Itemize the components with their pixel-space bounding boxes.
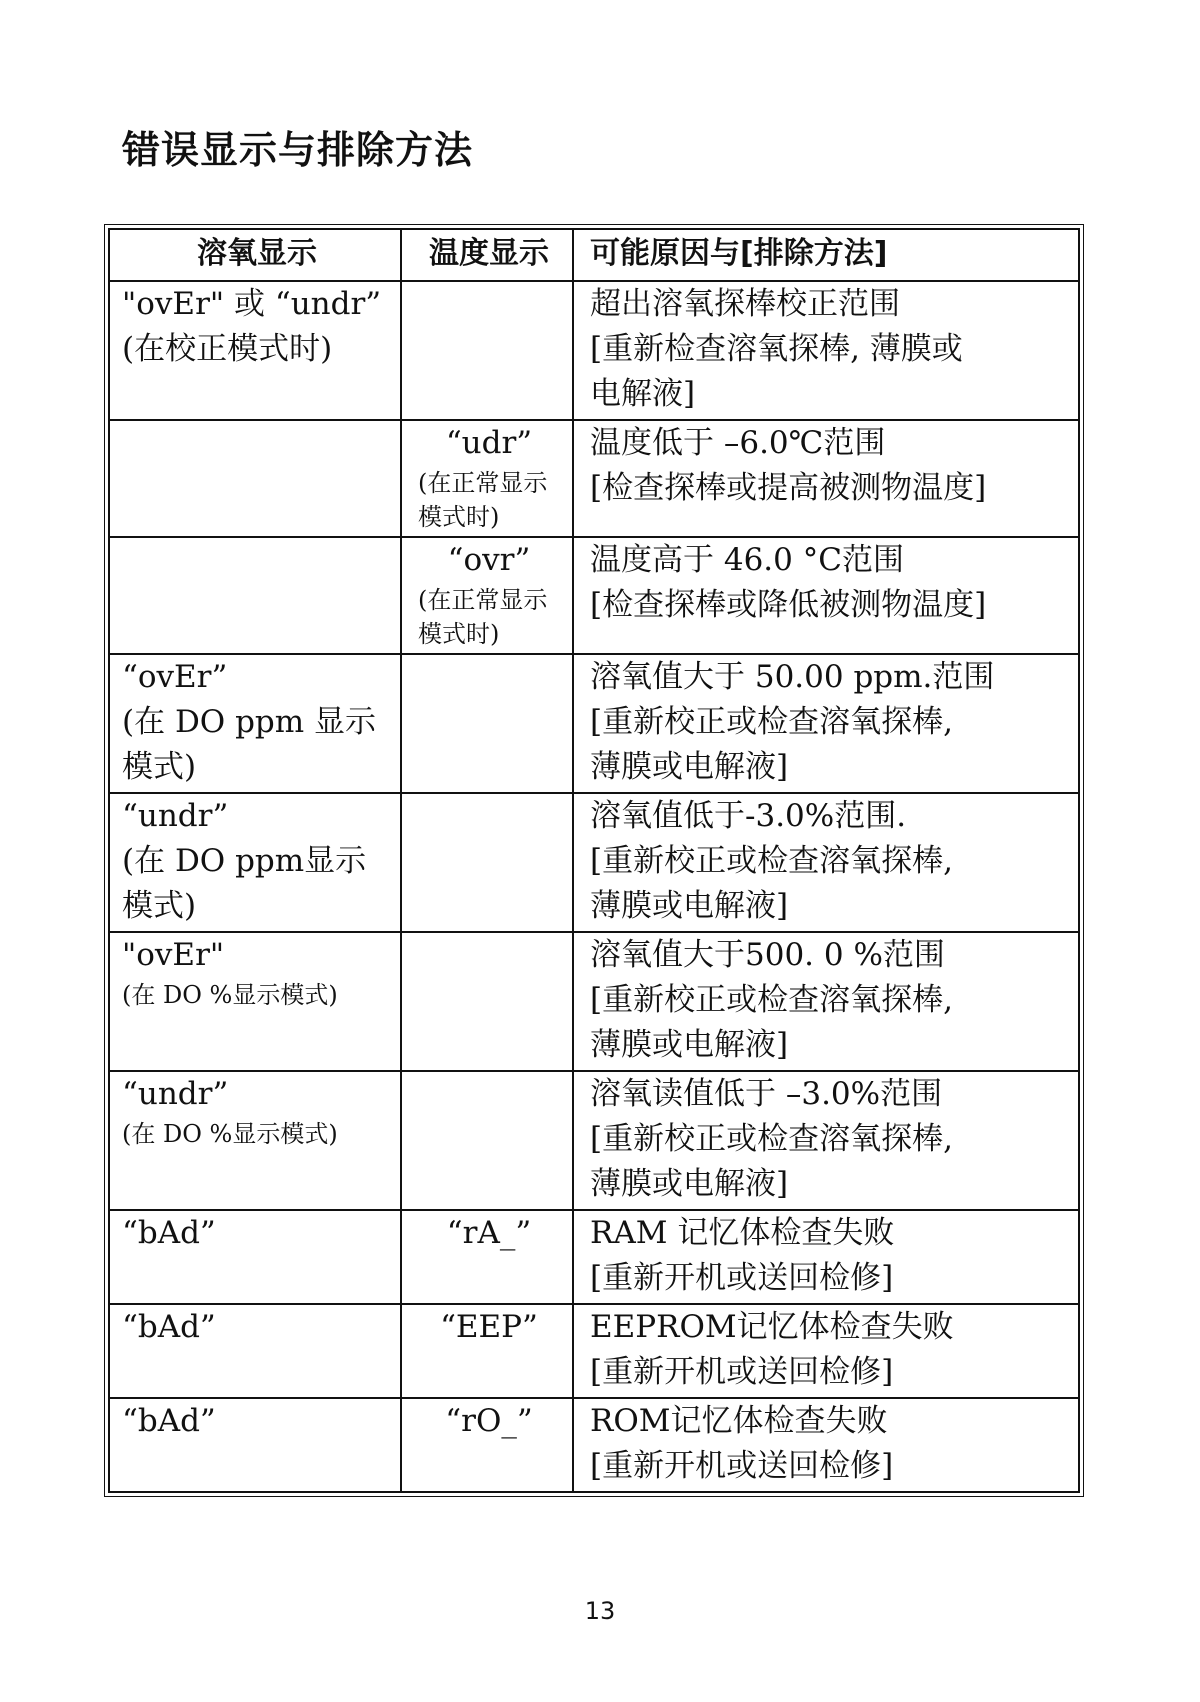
cause-remedy-cell [573,1210,1079,1304]
cause-remedy-cell [573,420,1079,537]
temp-display-cell [401,1071,573,1210]
cause-remedy-cell-line: ROM记忆体检查失败 [590,1403,888,1439]
cause-remedy-cell [573,281,1079,420]
cause-remedy-cell-line: [重新校正或检查溶氧探棒, [590,843,953,879]
cause-remedy-cell-line: 超出溶氧探棒校正范围 [590,286,900,322]
temp-display-cell-line: “rO_” [445,1403,533,1439]
temp-display-cell-line: (在正常显示 [418,469,548,497]
do-display-cell-line: "ovEr" [122,937,225,973]
temp-display-cell [401,281,573,420]
temp-display-cell-line: “rA_” [446,1215,532,1251]
do-display-cell-line: “bAd” [122,1309,216,1345]
do-display-cell [109,537,401,654]
temp-display-cell [401,1210,573,1304]
temp-display-cell [401,793,573,932]
cause-remedy-cell [573,654,1079,793]
temp-display-cell-line: 模式时) [418,620,500,648]
cause-remedy-cell-line: 溶氧值大于500. 0 %范围 [590,937,945,973]
do-display-cell-line: (在 DO ppm显示 [122,843,367,879]
do-display-cell [109,1304,401,1398]
cause-remedy-cell-line: 电解液] [590,376,696,412]
table-row [109,537,1079,654]
cause-remedy-cell-line: [重新校正或检查溶氧探棒, [590,704,953,740]
table-row [109,793,1079,932]
cause-remedy-cell [573,793,1079,932]
do-display-cell-line: (在 DO %显示模式) [122,1120,338,1148]
do-display-cell-line: 模式) [122,749,197,785]
do-display-cell-line: (在 DO %显示模式) [122,981,338,1009]
cause-remedy-cell-line: 溶氧读值低于 –3.0%范围 [590,1076,943,1112]
cause-remedy-cell-line: [重新开机或送回检修] [590,1260,894,1296]
cause-remedy-cell-line: 薄膜或电解液] [590,1027,789,1063]
do-display-cell [109,932,401,1071]
error-table-frame [104,224,1084,1497]
cause-remedy-cell-line: 薄膜或电解液] [590,1166,789,1202]
temp-display-cell-line: “ovr” [447,542,531,578]
error-table [108,228,1080,1493]
do-display-cell [109,1071,401,1210]
temp-display-cell [401,654,573,793]
temp-display-cell [401,1304,573,1398]
cause-remedy-cell-line: [重新开机或送回检修] [590,1354,894,1390]
cause-remedy-cell-line: 薄膜或电解液] [590,749,789,785]
cause-remedy-cell-line: 温度高于 46.0 °C范围 [590,542,904,578]
table-row [109,1304,1079,1398]
do-display-cell [109,281,401,420]
table-row [109,932,1079,1071]
cause-remedy-cell-line: RAM 记忆体检查失败 [590,1215,895,1251]
cause-remedy-cell-line: [重新检查溶氧探棒, 薄膜或 [590,331,963,367]
do-display-cell-line: (在校正模式时) [122,331,333,367]
temp-display-cell [401,932,573,1071]
header-cause-remedy: 可能原因与[排除方法] [573,229,1079,281]
cause-remedy-cell-line: 溶氧值低于-3.0%范围. [590,798,907,834]
table-header-row [109,229,1079,281]
temp-display-cell-line: (在正常显示 [418,586,548,614]
cause-remedy-cell [573,1071,1079,1210]
cause-remedy-cell [573,1398,1079,1492]
cause-remedy-cell-line: 薄膜或电解液] [590,888,789,924]
table-row [109,420,1079,537]
do-display-cell-line: "ovEr" 或 “undr” [122,286,382,322]
do-display-cell-line: “undr” [122,798,229,834]
cause-remedy-cell-line: 温度低于 –6.0℃范围 [590,425,886,461]
table-row [109,654,1079,793]
cause-remedy-cell [573,932,1079,1071]
table-row [109,1071,1079,1210]
do-display-cell [109,1398,401,1492]
header-temp-display: 温度显示 [401,229,573,281]
page-number: 13 [584,1597,616,1625]
do-display-cell [109,420,401,537]
cause-remedy-cell-line: [检查探棒或降低被测物温度] [590,587,987,623]
table-row [109,1210,1079,1304]
do-display-cell [109,793,401,932]
cause-remedy-cell-line: [重新校正或检查溶氧探棒, [590,1121,953,1157]
do-display-cell-line: “undr” [122,1076,229,1112]
cause-remedy-cell [573,1304,1079,1398]
do-display-cell [109,1210,401,1304]
cause-remedy-cell-line: EEPROM记忆体检查失败 [590,1309,954,1345]
do-display-cell-line: (在 DO ppm 显示 [122,704,377,740]
temp-display-cell-line: 模式时) [418,503,500,531]
temp-display-cell-line: “EEP” [440,1309,538,1345]
table-row [109,281,1079,420]
temp-display-cell [401,420,573,537]
cause-remedy-cell-line: [重新校正或检查溶氧探棒, [590,982,953,1018]
temp-display-cell [401,537,573,654]
temp-display-cell-line: “udr” [445,425,533,461]
table-row [109,1398,1079,1492]
do-display-cell-line: “bAd” [122,1403,216,1439]
do-display-cell-line: “ovEr” [122,659,228,695]
page-title: 错误显示与排除方法 [122,128,474,172]
do-display-cell-line: “bAd” [122,1215,216,1251]
temp-display-cell [401,1398,573,1492]
do-display-cell [109,654,401,793]
header-do-display: 溶氧显示 [109,229,401,281]
cause-remedy-cell-line: [检查探棒或提高被测物温度] [590,470,987,506]
cause-remedy-cell-line: 溶氧值大于 50.00 ppm.范围 [590,659,995,695]
do-display-cell-line: 模式) [122,888,197,924]
cause-remedy-cell-line: [重新开机或送回检修] [590,1448,894,1484]
cause-remedy-cell [573,537,1079,654]
table-body [109,281,1079,1492]
